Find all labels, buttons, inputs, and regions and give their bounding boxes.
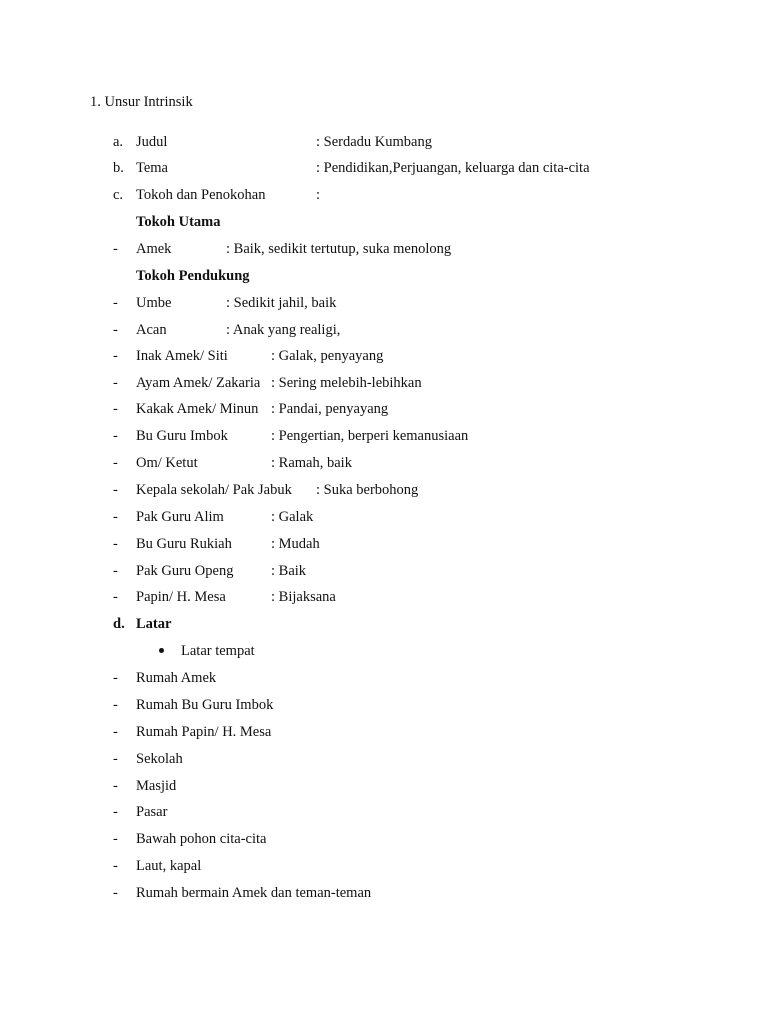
item-value: : Pendidikan,Perjuangan, keluarga dan cita-cita	[316, 160, 590, 176]
character-name: Bu Guru Imbok	[136, 428, 228, 444]
dash-marker: -	[113, 295, 118, 311]
character-desc: : Pengertian, berperi kemanusiaan	[271, 428, 469, 444]
dash-marker: -	[113, 858, 118, 874]
dash-marker: -	[113, 401, 118, 417]
dash-marker: -	[113, 885, 118, 901]
character-name: Acan	[136, 322, 167, 338]
place-item: Rumah Bu Guru Imbok	[136, 697, 274, 713]
item-label: Tema	[136, 160, 168, 176]
section-heading: 1. Unsur Intrinsik	[90, 94, 193, 110]
character-desc: : Suka berbohong	[316, 482, 419, 498]
item-marker: c.	[113, 187, 124, 203]
place-item: Rumah bermain Amek dan teman-teman	[136, 885, 372, 901]
dash-marker: -	[113, 670, 118, 686]
dash-marker: -	[113, 375, 118, 391]
dash-marker: -	[113, 804, 118, 820]
item-value: : Serdadu Kumbang	[316, 134, 432, 150]
character-name: Kepala sekolah/ Pak Jabuk	[136, 482, 292, 498]
character-name: Inak Amek/ Siti	[136, 348, 228, 364]
character-desc: : Bijaksana	[271, 589, 336, 605]
dash-marker: -	[113, 482, 118, 498]
dash-marker: -	[113, 348, 118, 364]
subsection-title-tokoh-pendukung: Tokoh Pendukung	[136, 268, 250, 284]
subsection-title-tokoh-utama: Tokoh Utama	[136, 214, 221, 230]
character-desc: : Sedikit jahil, baik	[226, 295, 337, 311]
place-item: Rumah Papin/ H. Mesa	[136, 724, 272, 740]
place-item: Pasar	[136, 804, 168, 820]
character-name: Amek	[136, 241, 172, 257]
character-name: Bu Guru Rukiah	[136, 536, 232, 552]
sub-bullet-text: Latar tempat	[181, 643, 255, 659]
place-item: Bawah pohon cita-cita	[136, 831, 267, 847]
character-name: Umbe	[136, 295, 172, 311]
dash-marker: -	[113, 589, 118, 605]
character-desc: : Galak	[271, 509, 314, 525]
item-label: Judul	[136, 134, 168, 150]
character-desc: : Pandai, penyayang	[271, 401, 389, 417]
dash-marker: -	[113, 455, 118, 471]
dash-marker: -	[113, 428, 118, 444]
item-label: Tokoh dan Penokohan	[136, 187, 266, 203]
dash-marker: -	[113, 536, 118, 552]
character-desc: : Ramah, baik	[271, 455, 352, 471]
dash-marker: -	[113, 778, 118, 794]
item-marker: b.	[113, 160, 124, 176]
item-marker: a.	[113, 134, 124, 150]
place-item: Rumah Amek	[136, 670, 217, 686]
character-name: Pak Guru Alim	[136, 509, 224, 525]
dash-marker: -	[113, 322, 118, 338]
character-desc: : Galak, penyayang	[271, 348, 384, 364]
character-desc: : Mudah	[271, 536, 320, 552]
character-desc: : Anak yang realigi,	[226, 322, 341, 338]
dash-marker: -	[113, 241, 118, 257]
subsection-title-latar: Latar	[136, 616, 172, 632]
character-name: Om/ Ketut	[136, 455, 198, 471]
character-desc: : Baik	[271, 563, 307, 579]
place-item: Masjid	[136, 778, 177, 794]
place-item: Sekolah	[136, 751, 183, 767]
dash-marker: -	[113, 697, 118, 713]
item-value: :	[316, 187, 321, 203]
bullet-dot-icon	[159, 648, 164, 653]
place-item: Laut, kapal	[136, 858, 202, 874]
character-desc: : Baik, sedikit tertutup, suka menolong	[226, 241, 452, 257]
dash-marker: -	[113, 509, 118, 525]
character-desc: : Sering melebih-lebihkan	[271, 375, 422, 391]
dash-marker: -	[113, 831, 118, 847]
dash-marker: -	[113, 724, 118, 740]
character-name: Kakak Amek/ Minun	[136, 401, 259, 417]
item-marker: d.	[113, 616, 125, 632]
character-name: Papin/ H. Mesa	[136, 589, 226, 605]
dash-marker: -	[113, 563, 118, 579]
dash-marker: -	[113, 751, 118, 767]
character-name: Pak Guru Openg	[136, 563, 234, 579]
character-name: Ayam Amek/ Zakaria	[136, 375, 261, 391]
